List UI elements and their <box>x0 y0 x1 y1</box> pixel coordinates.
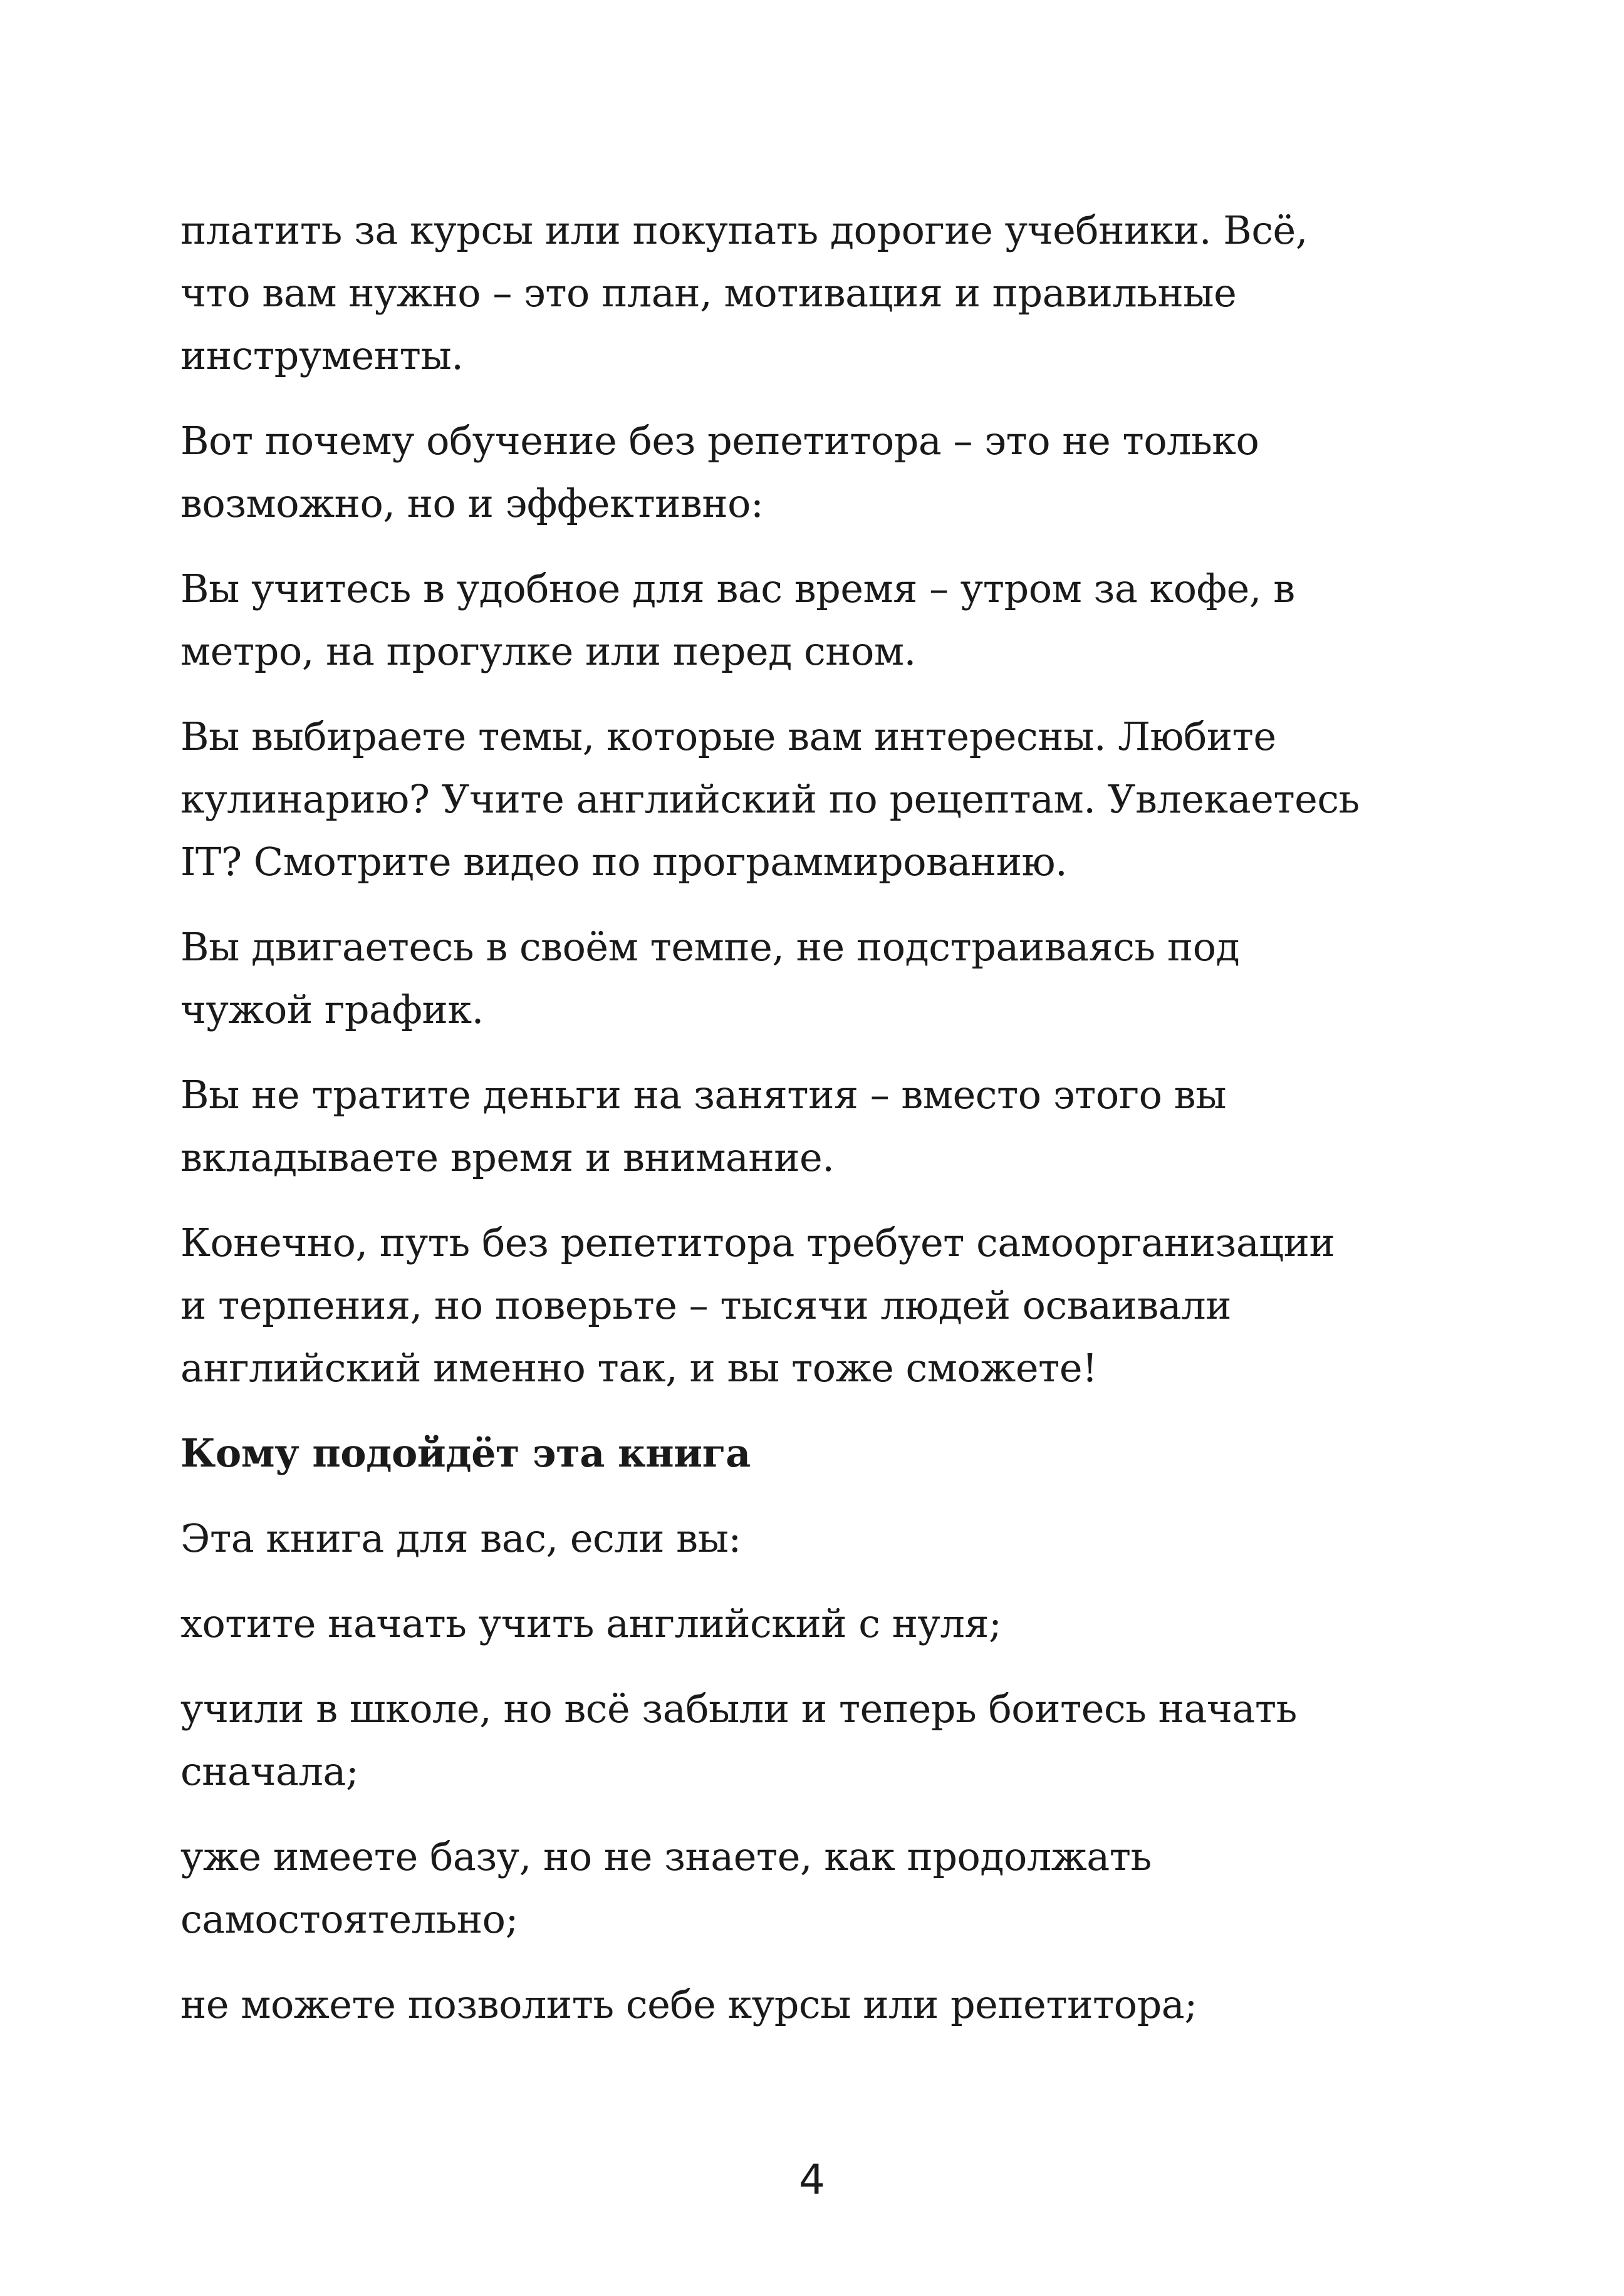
paragraph-why-no-tutor: Вот почему обучение без репетитора – это не только возможно, но и эффективно: <box>180 418 1259 526</box>
list-item-start-from-zero: хотите начать учить английский с нуля; <box>180 1601 1002 1646</box>
page-number: 4 <box>799 2156 825 2204</box>
list-item-have-base: уже имеете базу, но не знаете, как продолжать самостоятельно; <box>180 1834 1152 1942</box>
paragraph-own-pace: Вы двигаетесь в своём темпе, не подстраиваясь под чужой график. <box>180 924 1240 1032</box>
list-item-cannot-afford: не можете позволить себе курсы или репетитора; <box>180 1982 1197 2027</box>
paragraph-no-money: Вы не тратите деньги на занятия – вместо этого вы вкладываете время и внимание. <box>180 1072 1226 1180</box>
paragraph-book-for-you: Эта книга для вас, если вы: <box>180 1515 741 1561</box>
paragraph-choose-topics: Вы выбираете темы, которые вам интересны. Любите кулинарию? Учите английский по рецептам. Увлекаетесь IT? Смотрите видео по программированию. <box>180 714 1360 885</box>
list-item-forgot-school: учили в школе, но всё забыли и теперь боитесь начать сначала; <box>180 1686 1297 1794</box>
paragraph-convenient-time: Вы учитесь в удобное для вас время – утром за кофе, в метро, на прогулке или перед сном. <box>180 566 1295 674</box>
page-body <box>180 199 1371 2059</box>
paragraph-self-organization: Конечно, путь без репетитора требует самоорганизации и терпения, но поверьте – тысячи людей осваивали английский именно так, и вы тоже сможете! <box>180 1220 1335 1391</box>
section-heading: Кому подойдёт эта книга <box>180 1430 751 1476</box>
paragraph-intro-continuation: платить за курсы или покупать дорогие учебники. Всё, что вам нужно – это план, мотивация и правильные инструменты. <box>180 207 1308 378</box>
